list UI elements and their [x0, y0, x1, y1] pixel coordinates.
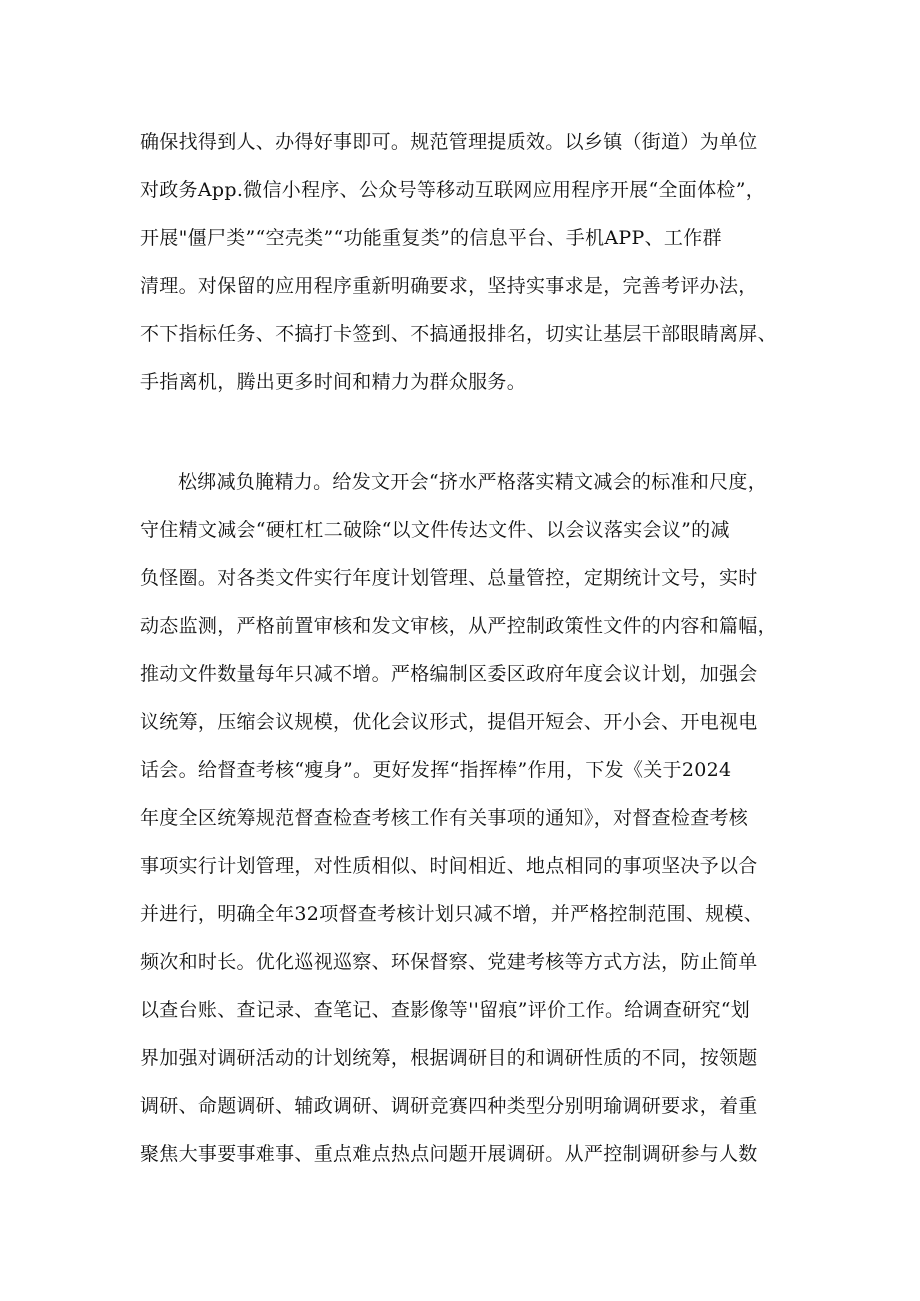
paragraph-2-line-9: 事项实行计划管理，对性质相似、时间相近、地点相同的事项坚决予以合 — [140, 855, 758, 877]
paragraph-1-line-6: 手指离机，腾出更多时间和精力为群众服务。 — [140, 371, 527, 393]
paragraph-2-line-14: 调研、命题调研、辅政调研、调研竞赛四种类型分别明瑜调研要求，着重 — [140, 1095, 758, 1117]
paragraph-2-line-3: 负怪圈。对各类文件实行年度计划管理、总量管控，定期统计文号，实时 — [140, 567, 758, 589]
paragraph-1-line-3: 开展"僵尸类”“空壳类”“功能重复类”的信息平台、手机APP、工作群 — [140, 227, 722, 249]
paragraph-2-line-12: 以查台账、查记录、查笔记、查影像等''留痕”评价工作。给调查研究“划 — [140, 999, 751, 1021]
paragraph-2-line-1: 松绑减负腌精力。给发文开会“挤水严格落实精文减会的标准和尺度， — [178, 471, 768, 493]
paragraph-2-line-8: 年度全区统筹规范督查检查考核工作有关事项的通知》，对督查检查考核 — [140, 807, 749, 829]
paragraph-2-line-5: 推动文件数量每年只减不增。严格编制区委区政府年度会议计划，加强会 — [140, 663, 758, 685]
paragraph-1-line-4: 清理。对保留的应用程序重新明确要求，坚持实事求是，完善考评办法， — [140, 275, 758, 297]
paragraph-1-line-2: 对政务App.微信小程序、公众号等移动互联网应用程序开展“全面体检”， — [140, 179, 766, 201]
paragraph-2-line-7: 话会。给督查考核“瘦身”。更好发挥“指挥棒”作用，下发《关于2024 — [140, 759, 732, 781]
paragraph-2-line-15: 聚焦大事要事难事、重点难点热点问题开展调研。从严控制调研参与人数 — [140, 1143, 758, 1165]
paragraph-2-line-13: 界加强对调研活动的计划统筹，根据调研目的和调研性质的不同，按领题 — [140, 1047, 758, 1069]
paragraph-1-line-5: 不下指标任务、不搞打卡签到、不搞通报排名，切实让基层干部眼睛离屏、 — [140, 323, 777, 345]
paragraph-2-line-6: 议统筹，压缩会议规模，优化会议形式，提倡开短会、开小会、开电视电 — [140, 711, 758, 733]
paragraph-2-line-10: 并进行，明确全年32项督查考核计划只减不增，并严格控制范围、规模、 — [140, 903, 764, 925]
paragraph-2-line-11: 频次和时长。优化巡视巡察、环保督察、党建考核等方式方法，防止简单 — [140, 951, 758, 973]
paragraph-2-line-2: 守住精文减会“硬杠杠二破除“以文件传达文件、以会议落实会议”的减 — [140, 519, 730, 541]
paragraph-2-line-4: 动态监测，严格前置审核和发文审核，从严控制政策性文件的内容和篇幅， — [140, 615, 777, 637]
paragraph-1-line-1: 确保找得到人、办得好事即可。规范管理提质效。以乡镇（街道）为单位 — [140, 131, 758, 153]
